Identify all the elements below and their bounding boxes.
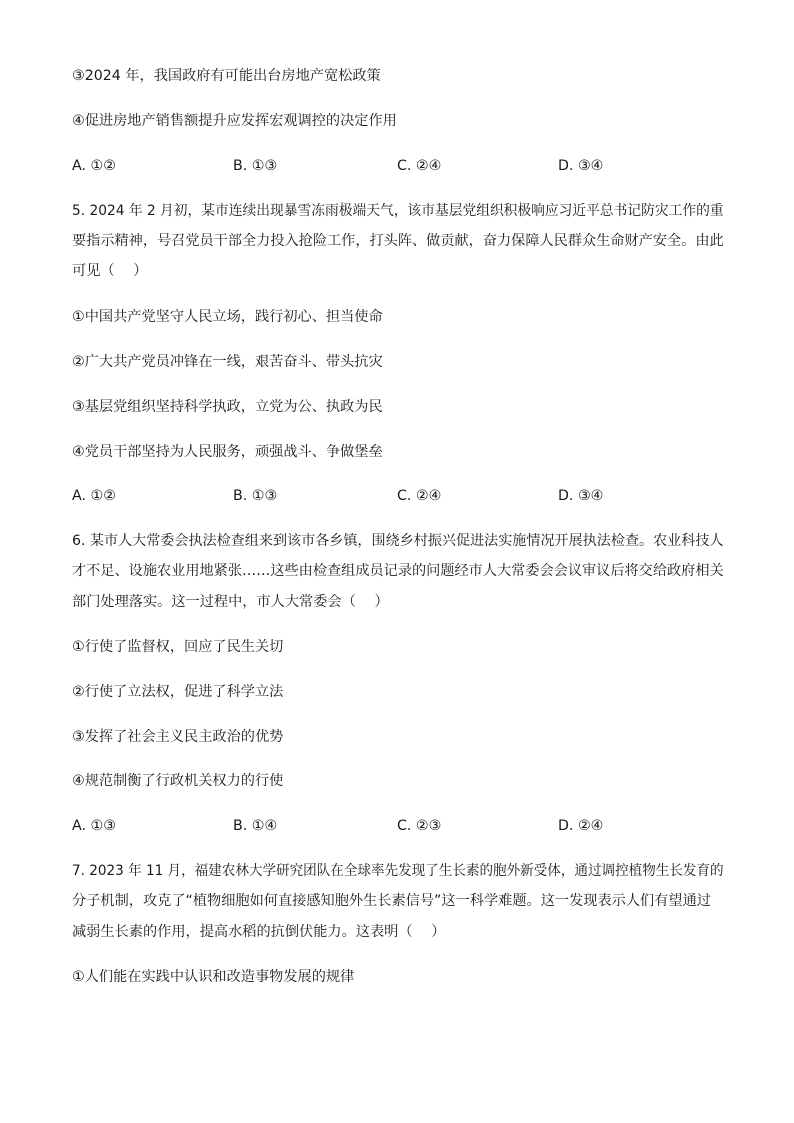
q4-option-c: C. ②④	[397, 158, 442, 174]
q6-statement-3: ③发挥了社会主义民主政治的优势	[72, 729, 284, 745]
q5-option-c: C. ②④	[397, 488, 442, 504]
q5-option-d: D. ③④	[558, 488, 604, 504]
q4-statement-3: ③2024 年，我国政府有可能出台房地产宽松政策	[72, 68, 381, 84]
q6-option-c: C. ②③	[397, 818, 442, 834]
q6-stem-line-2: 才不足、设施农业用地紧张……这些由检查组成员记录的问题经市人大常委会会议审议后将交给政府相关	[72, 563, 724, 579]
q5-stem-line-3: 可见（ ）	[72, 263, 148, 279]
q5-stem-line-1: 5. 2024 年 2 月初，某市连续出现暴雪冻雨极端天气，该市基层党组织积极响应习近平总书记防灾工作的重	[72, 203, 724, 219]
q5-statement-3: ③基层党组织坚持科学执政，立党为公、执政为民	[72, 399, 383, 415]
q4-option-a: A. ①②	[72, 158, 116, 174]
q5-statement-4: ④党员干部坚持为人民服务，顽强战斗、争做堡垒	[72, 444, 383, 460]
q5-statement-1: ①中国共产党坚守人民立场，践行初心、担当使命	[72, 309, 383, 325]
q6-options	[72, 817, 724, 835]
q5-statement-2: ②广大共产党员冲锋在一线，艰苦奋斗、带头抗灾	[72, 354, 383, 370]
q5-stem-line-2: 要指示精神，号召党员干部全力投入抢险工作，打头阵、做贡献，奋力保障人民群众生命财产安全。由此	[72, 233, 724, 249]
q6-option-d: D. ②④	[558, 818, 604, 834]
q6-statement-2: ②行使了立法权，促进了科学立法	[72, 684, 284, 700]
q6-statement-4: ④规范制衡了行政机关权力的行使	[72, 773, 284, 789]
q6-statement-1: ①行使了监督权，回应了民生关切	[72, 639, 284, 655]
q6-stem-line-1: 6. 某市人大常委会执法检查组来到该市各乡镇，围绕乡村振兴促进法实施情况开展执法检查。农业科技人	[72, 533, 724, 549]
q7-stem-line-2: 分子机制，攻克了“植物细胞如何直接感知胞外生长素信号”这一科学难题。这一发现表示人们有望通过	[72, 893, 711, 909]
q4-options	[72, 157, 724, 175]
q5-options	[72, 487, 724, 505]
q7-stem-line-3: 减弱生长素的作用，提高水稻的抗倒伏能力。这表明（ ）	[72, 924, 446, 940]
q7-stem-line-1: 7. 2023 年 11 月，福建农林大学研究团队在全球率先发现了生长素的胞外新受体，通过调控植物生长发育的	[72, 863, 724, 879]
q5-option-a: A. ①②	[72, 488, 116, 504]
q6-option-a: A. ①③	[72, 818, 116, 834]
q6-option-b: B. ①④	[233, 818, 278, 834]
q4-option-d: D. ③④	[558, 158, 604, 174]
q4-statement-4: ④促进房地产销售额提升应发挥宏观调控的决定作用	[72, 113, 397, 129]
q4-option-b: B. ①③	[233, 158, 278, 174]
q5-option-b: B. ①③	[233, 488, 278, 504]
q6-stem-line-3: 部门处理落实。这一过程中，市人大常委会（ ）	[72, 594, 389, 610]
q7-statement-1: ①人们能在实践中认识和改造事物发展的规律	[72, 969, 355, 985]
